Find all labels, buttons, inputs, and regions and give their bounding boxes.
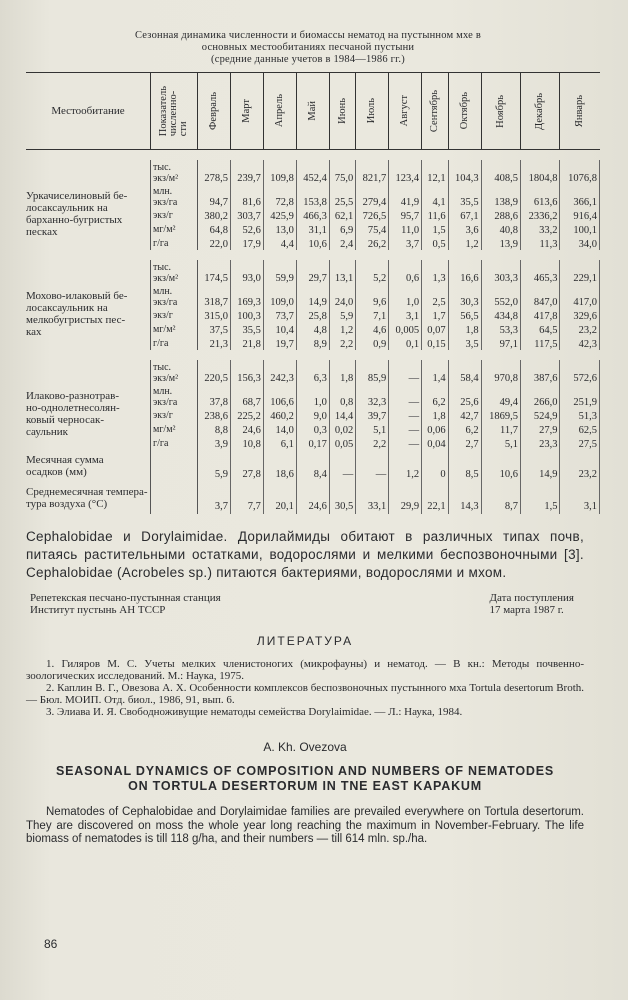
value-cell: 40,8: [481, 222, 520, 236]
value-cell: 6,2: [448, 422, 481, 436]
value-cell: 0,05: [329, 436, 355, 450]
value-cell: 31,1: [296, 222, 329, 236]
unit-cell: млн. экз/га: [151, 384, 198, 408]
header-month: Сентябрь: [422, 73, 448, 150]
value-cell: 0,1: [389, 336, 422, 350]
value-cell: 1,2: [329, 322, 355, 336]
unit-cell: тыс. экз/м²: [151, 260, 198, 284]
value-cell: 5,9: [198, 450, 231, 482]
value-cell: 25,5: [329, 184, 355, 208]
value-cell: 11,0: [389, 222, 422, 236]
value-cell: 229,1: [560, 260, 600, 284]
table-row: [26, 160, 600, 184]
value-cell: 93,0: [230, 260, 263, 284]
value-cell: 460,2: [263, 408, 296, 422]
value-cell: 916,4: [560, 208, 600, 222]
header-month: Октябрь: [448, 73, 481, 150]
value-cell: 0: [422, 450, 448, 482]
value-cell: 20,1: [263, 482, 296, 514]
value-cell: 0,15: [422, 336, 448, 350]
header-month: Апрель: [263, 73, 296, 150]
habitat-label: Мохово-илаковый бе- лосаксаульник на мелкобугристых пес- ках: [26, 290, 128, 338]
value-cell: 1,2: [448, 236, 481, 250]
value-cell: 3,1: [389, 308, 422, 322]
unit-cell: млн. экз/га: [151, 284, 198, 308]
value-cell: 25,6: [448, 384, 481, 408]
value-cell: 1,8: [448, 322, 481, 336]
value-cell: 27,8: [230, 450, 263, 482]
value-cell: 42,3: [560, 336, 600, 350]
value-cell: 117,5: [521, 336, 560, 350]
value-cell: 6,2: [422, 384, 448, 408]
value-cell: 23,3: [521, 436, 560, 450]
reference-item: 2. Каплин В. Г., Овезова А. Х. Особенности комплексов беспозвоночных пустынного мха Tortula desertorum Broth. — Бюл. МОИП. Отд. биол., 1986, 91, вып. 6.: [26, 682, 584, 706]
value-cell: 266,0: [521, 384, 560, 408]
unit-cell: мг/м²: [151, 222, 198, 236]
table-caption: [32, 30, 584, 66]
value-cell: 11,3: [521, 236, 560, 250]
value-cell: 104,3: [448, 160, 481, 184]
literature-title: ЛИТЕРАТУРА: [256, 634, 354, 648]
caption-line-3: (средние данные учетов в 1984—1986 гг.): [211, 54, 405, 65]
value-cell: 4,8: [296, 322, 329, 336]
value-cell: 0,9: [356, 336, 389, 350]
value-cell: 2336,2: [521, 208, 560, 222]
value-cell: 49,4: [481, 384, 520, 408]
value-cell: 62,5: [560, 422, 600, 436]
value-cell: 52,6: [230, 222, 263, 236]
value-cell: 81,6: [230, 184, 263, 208]
value-cell: 1869,5: [481, 408, 520, 422]
value-cell: 3,5: [448, 336, 481, 350]
value-cell: 0,005: [389, 322, 422, 336]
value-cell: 2,4: [329, 236, 355, 250]
value-cell: 425,9: [263, 208, 296, 222]
value-cell: 8,7: [481, 482, 520, 514]
value-cell: 17,9: [230, 236, 263, 250]
value-cell: 5,2: [356, 260, 389, 284]
value-cell: 329,6: [560, 308, 600, 322]
value-cell: 106,6: [263, 384, 296, 408]
value-cell: 0,04: [422, 436, 448, 450]
value-cell: 32,3: [356, 384, 389, 408]
value-cell: 552,0: [481, 284, 520, 308]
value-cell: 726,5: [356, 208, 389, 222]
value-cell: 8,5: [448, 450, 481, 482]
value-cell: 434,8: [481, 308, 520, 322]
value-cell: 109,8: [263, 160, 296, 184]
value-cell: 465,3: [521, 260, 560, 284]
reference-list: [26, 658, 584, 718]
value-cell: 153,8: [296, 184, 329, 208]
received-label: Дата поступления: [489, 592, 574, 604]
value-cell: 5,9: [329, 308, 355, 322]
unit-cell: [151, 450, 198, 482]
value-cell: 26,2: [356, 236, 389, 250]
value-cell: 6,3: [296, 360, 329, 384]
habitat-label: Илаково-разнотрав- но-однолетнесолян- ковый черносак- саульник: [26, 390, 120, 438]
header-habitat: Местообитание: [26, 73, 151, 150]
value-cell: 0,6: [389, 260, 422, 284]
value-cell: 14,3: [448, 482, 481, 514]
value-cell: 3,6: [448, 222, 481, 236]
value-cell: 35,5: [448, 184, 481, 208]
header-month: Март: [230, 73, 263, 150]
value-cell: 62,1: [329, 208, 355, 222]
table-row: [26, 360, 600, 384]
value-cell: 220,5: [198, 360, 231, 384]
value-cell: 0,02: [329, 422, 355, 436]
english-title: SEASONAL DYNAMICS OF COMPOSITION AND NUMBERS OF NEMATODES ON TORTULA DESERTORUM IN TNE EAST KAPAKUM: [56, 764, 554, 793]
affiliation-block: [26, 592, 584, 616]
value-cell: 1,0: [389, 284, 422, 308]
value-cell: 23,2: [560, 322, 600, 336]
value-cell: 278,5: [198, 160, 231, 184]
summary-row: [26, 450, 600, 482]
reference-item: 3. Элиава И. Я. Свободноживущие нематоды семейства Dorylaimidae. — Л.: Наука, 1984.: [46, 706, 463, 718]
value-cell: 1,5: [521, 482, 560, 514]
value-cell: 10,6: [296, 236, 329, 250]
body-paragraph: Cephalobidae и Dorylaimidae. Дорилаймиды обитают в различных типах почв, питаясь растительными остатками, водорослями и мелкими беспозвоночными [3]. Cephalobidae (Acrobeles sp.) питаются бактериями, водорослями и мхом.: [26, 529, 584, 580]
value-cell: 6,9: [329, 222, 355, 236]
value-cell: 68,7: [230, 384, 263, 408]
value-cell: 613,6: [521, 184, 560, 208]
value-cell: 24,0: [329, 284, 355, 308]
unit-cell: тыс. экз/м²: [151, 160, 198, 184]
header-month: Январь: [560, 73, 600, 150]
header-month: Июль: [356, 73, 389, 150]
value-cell: 25,8: [296, 308, 329, 322]
value-cell: 8,8: [198, 422, 231, 436]
value-cell: 9,6: [356, 284, 389, 308]
value-cell: 225,2: [230, 408, 263, 422]
value-cell: 14,4: [329, 408, 355, 422]
value-cell: 387,6: [521, 360, 560, 384]
unit-cell: экз/г: [151, 208, 198, 222]
value-cell: 3,7: [198, 482, 231, 514]
value-cell: 251,9: [560, 384, 600, 408]
value-cell: 821,7: [356, 160, 389, 184]
value-cell: 1076,8: [560, 160, 600, 184]
value-cell: 1,7: [422, 308, 448, 322]
value-cell: 2,2: [329, 336, 355, 350]
header-month: Ноябрь: [481, 73, 520, 150]
value-cell: 10,8: [230, 436, 263, 450]
value-cell: 0,17: [296, 436, 329, 450]
value-cell: 366,1: [560, 184, 600, 208]
summary-label: Среднемесячная темпера- тура воздуха (°С): [26, 486, 148, 510]
value-cell: 29,7: [296, 260, 329, 284]
value-cell: 288,6: [481, 208, 520, 222]
value-cell: 95,7: [389, 208, 422, 222]
header-month: Май: [296, 73, 329, 150]
value-cell: 0,06: [422, 422, 448, 436]
value-cell: 3,9: [198, 436, 231, 450]
value-cell: 11,7: [481, 422, 520, 436]
value-cell: 30,5: [329, 482, 355, 514]
value-cell: 138,9: [481, 184, 520, 208]
value-cell: —: [389, 436, 422, 450]
value-cell: 1,4: [422, 360, 448, 384]
value-cell: 2,7: [448, 436, 481, 450]
header-month: Июнь: [329, 73, 355, 150]
value-cell: 14,9: [296, 284, 329, 308]
value-cell: 11,6: [422, 208, 448, 222]
value-cell: 303,7: [230, 208, 263, 222]
value-cell: 174,5: [198, 260, 231, 284]
value-cell: 847,0: [521, 284, 560, 308]
table-body: [26, 150, 600, 515]
value-cell: 169,3: [230, 284, 263, 308]
value-cell: 1804,8: [521, 160, 560, 184]
value-cell: 59,9: [263, 260, 296, 284]
unit-cell: г/га: [151, 336, 198, 350]
value-cell: 7,7: [230, 482, 263, 514]
value-cell: 85,9: [356, 360, 389, 384]
value-cell: 27,9: [521, 422, 560, 436]
value-cell: 13,0: [263, 222, 296, 236]
value-cell: 417,0: [560, 284, 600, 308]
summary-row: [26, 482, 600, 514]
value-cell: 109,0: [263, 284, 296, 308]
summary-label: Месячная сумма осадков (мм): [26, 454, 104, 478]
affiliation-institute: Институт пустынь АН ТССР: [30, 604, 166, 616]
value-cell: 22,0: [198, 236, 231, 250]
unit-cell: г/га: [151, 436, 198, 450]
habitat-label: Уркачиселиновый бе- лосаксаульник на барханно-бугристых песках: [26, 190, 128, 238]
value-cell: 279,4: [356, 184, 389, 208]
value-cell: 75,4: [356, 222, 389, 236]
unit-cell: г/га: [151, 236, 198, 250]
value-cell: 58,4: [448, 360, 481, 384]
reference-item: 1. Гиляров М. С. Учеты мелких членистоногих (микрофауны) и нематод. — В кн.: Методы почвенно-зоологических исследований. М.: Наука, 1975.: [26, 658, 584, 682]
value-cell: 1,8: [422, 408, 448, 422]
value-cell: 452,4: [296, 160, 329, 184]
value-cell: 8,9: [296, 336, 329, 350]
value-cell: 303,3: [481, 260, 520, 284]
value-cell: 1,8: [329, 360, 355, 384]
received-date: 17 марта 1987 г.: [489, 604, 564, 616]
value-cell: 9,0: [296, 408, 329, 422]
value-cell: —: [389, 360, 422, 384]
value-cell: 67,1: [448, 208, 481, 222]
value-cell: 75,0: [329, 160, 355, 184]
unit-cell: мг/м²: [151, 322, 198, 336]
value-cell: 8,4: [296, 450, 329, 482]
value-cell: 6,1: [263, 436, 296, 450]
page-number: 86: [44, 937, 58, 951]
value-cell: 2,2: [356, 436, 389, 450]
header-month: Февраль: [198, 73, 231, 150]
value-cell: 51,3: [560, 408, 600, 422]
value-cell: 72,8: [263, 184, 296, 208]
header-month: Август: [389, 73, 422, 150]
value-cell: 5,1: [481, 436, 520, 450]
value-cell: 33,2: [521, 222, 560, 236]
value-cell: 417,8: [521, 308, 560, 322]
value-cell: 4,6: [356, 322, 389, 336]
value-cell: 39,7: [356, 408, 389, 422]
unit-cell: экз/г: [151, 408, 198, 422]
value-cell: 4,1: [422, 184, 448, 208]
group-gap: [26, 150, 600, 161]
value-cell: 315,0: [198, 308, 231, 322]
value-cell: 13,9: [481, 236, 520, 250]
value-cell: 14,9: [521, 450, 560, 482]
caption-line-2: основных местообитаниях песчаной пустыни: [201, 42, 415, 53]
value-cell: 0,8: [329, 384, 355, 408]
value-cell: 16,6: [448, 260, 481, 284]
value-cell: 408,5: [481, 160, 520, 184]
value-cell: 12,1: [422, 160, 448, 184]
value-cell: —: [389, 408, 422, 422]
value-cell: 1,5: [422, 222, 448, 236]
value-cell: 27,5: [560, 436, 600, 450]
value-cell: 37,8: [198, 384, 231, 408]
value-cell: 21,8: [230, 336, 263, 350]
value-cell: 380,2: [198, 208, 231, 222]
table-header-row: [26, 73, 600, 150]
value-cell: 156,3: [230, 360, 263, 384]
value-cell: 37,5: [198, 322, 231, 336]
value-cell: 30,3: [448, 284, 481, 308]
value-cell: 3,7: [389, 236, 422, 250]
value-cell: 41,9: [389, 184, 422, 208]
value-cell: 73,7: [263, 308, 296, 322]
value-cell: 19,7: [263, 336, 296, 350]
value-cell: 33,1: [356, 482, 389, 514]
value-cell: 56,5: [448, 308, 481, 322]
data-table: [26, 72, 600, 514]
english-abstract: Nematodes of Cephalobidae and Dorylaimidae families are prevailed everywhere on Tortula desertorum. They are discovered on moss the whole year long reaching the maximum in November-February. The life biomass of nematodes is till 118 g/ha, and their numbers — till 614 mln. sp./ha.: [26, 806, 584, 845]
value-cell: 970,8: [481, 360, 520, 384]
value-cell: 242,3: [263, 360, 296, 384]
value-cell: 24,6: [296, 482, 329, 514]
value-cell: 0,5: [422, 236, 448, 250]
value-cell: 64,5: [521, 322, 560, 336]
value-cell: 10,6: [481, 450, 520, 482]
value-cell: 24,6: [230, 422, 263, 436]
unit-cell: мг/м²: [151, 422, 198, 436]
header-month: Декабрь: [521, 73, 560, 150]
value-cell: 42,7: [448, 408, 481, 422]
value-cell: 524,9: [521, 408, 560, 422]
value-cell: —: [356, 450, 389, 482]
unit-cell: тыс. экз/м²: [151, 360, 198, 384]
value-cell: 1,0: [296, 384, 329, 408]
value-cell: 94,7: [198, 184, 231, 208]
value-cell: 239,7: [230, 160, 263, 184]
value-cell: 53,3: [481, 322, 520, 336]
value-cell: 97,1: [481, 336, 520, 350]
value-cell: 1,2: [389, 450, 422, 482]
value-cell: 35,5: [230, 322, 263, 336]
table-row: [26, 260, 600, 284]
value-cell: 100,1: [560, 222, 600, 236]
value-cell: 5,1: [356, 422, 389, 436]
value-cell: —: [389, 384, 422, 408]
value-cell: 14,0: [263, 422, 296, 436]
value-cell: 318,7: [198, 284, 231, 308]
value-cell: 22,1: [422, 482, 448, 514]
value-cell: —: [329, 450, 355, 482]
value-cell: 3,1: [560, 482, 600, 514]
group-gap: [26, 350, 600, 360]
value-cell: 1,3: [422, 260, 448, 284]
value-cell: 23,2: [560, 450, 600, 482]
value-cell: 18,6: [263, 450, 296, 482]
value-cell: 238,6: [198, 408, 231, 422]
value-cell: 572,6: [560, 360, 600, 384]
value-cell: 13,1: [329, 260, 355, 284]
value-cell: 0,07: [422, 322, 448, 336]
english-author: A. Kh. Ovezova: [263, 740, 347, 754]
header-indicator: Показатель численно- сти: [151, 73, 198, 150]
value-cell: 0,3: [296, 422, 329, 436]
value-cell: 466,3: [296, 208, 329, 222]
value-cell: 7,1: [356, 308, 389, 322]
value-cell: 64,8: [198, 222, 231, 236]
unit-cell: экз/г: [151, 308, 198, 322]
affiliation-station: Репетекская песчано-пустынная станция: [30, 592, 221, 604]
value-cell: 10,4: [263, 322, 296, 336]
value-cell: 100,3: [230, 308, 263, 322]
caption-line-1: Сезонная динамика численности и биомассы нематод на пустынном мхе в: [134, 30, 482, 41]
value-cell: 2,5: [422, 284, 448, 308]
value-cell: 34,0: [560, 236, 600, 250]
value-cell: 29,9: [389, 482, 422, 514]
group-gap: [26, 250, 600, 260]
unit-cell: [151, 482, 198, 514]
value-cell: 21,3: [198, 336, 231, 350]
value-cell: —: [389, 422, 422, 436]
unit-cell: млн. экз/га: [151, 184, 198, 208]
value-cell: 123,4: [389, 160, 422, 184]
value-cell: 4,4: [263, 236, 296, 250]
